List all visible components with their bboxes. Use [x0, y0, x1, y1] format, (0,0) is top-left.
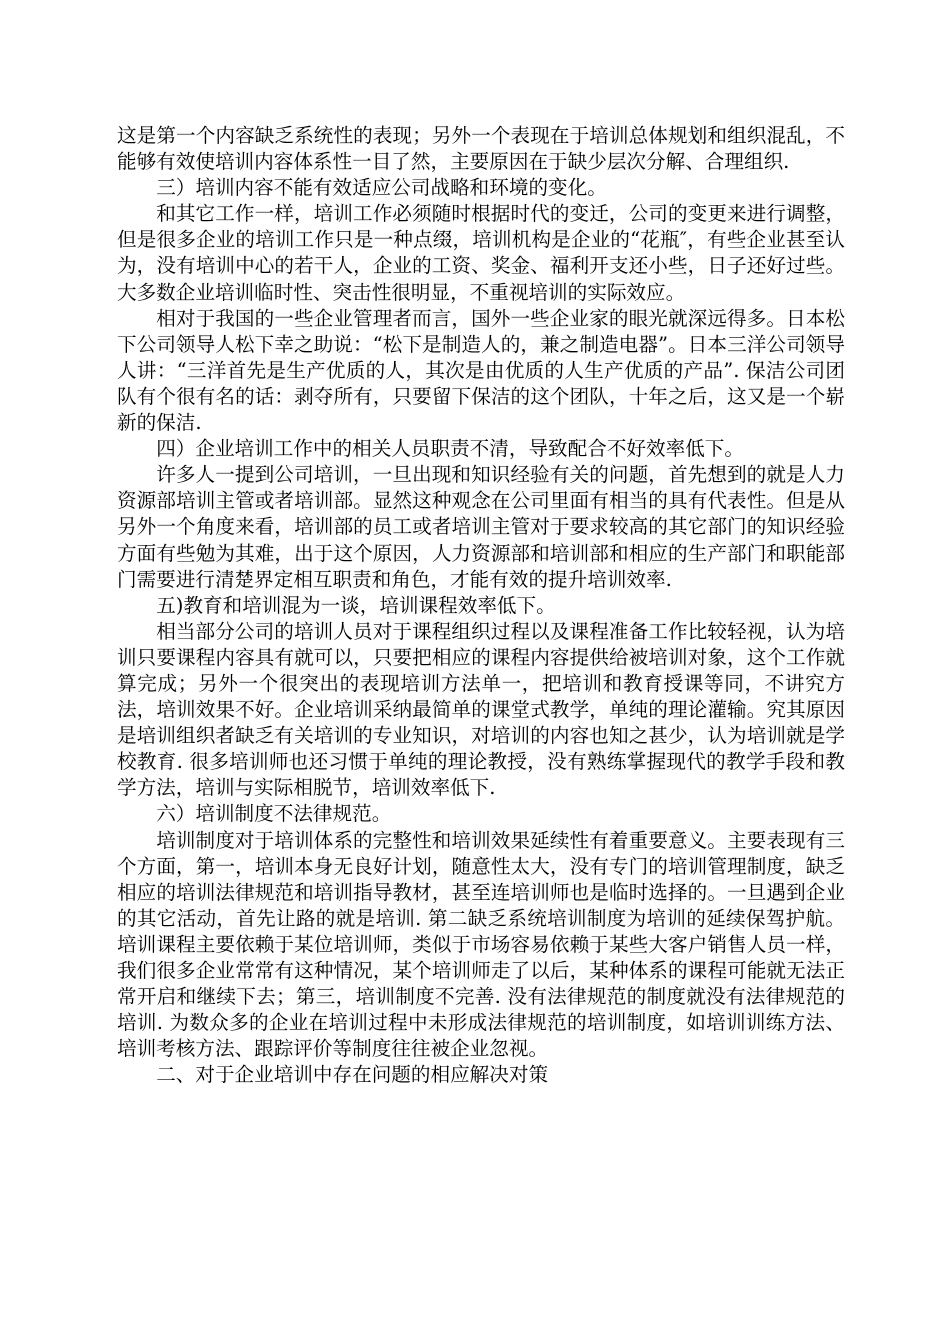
body-text: [117, 123, 845, 1088]
paragraph-section-4: 许多人一提到公司培训，一旦出现和知识经验有关的问题，首先想到的就是人力资源部培训主管或者培训部。显然这种观念在公司里面有相当的具有代表性。但是从另外一个角度来看，培训部的员工或者培训主管对于要求较高的其它部门的知识经验方面有些勉为其难，出于这个原因，人力资源部和培训部和相应的生产部门和职能部门需要进行清楚界定相互职责和角色，才能有效的提升培训效率.: [117, 463, 845, 591]
section-heading-2: 二、对于企业培训中存在问题的相应解决对策: [156, 1063, 549, 1087]
section-heading-4: 四）企业培训工作中的相关人员职责不清，导致配合不好效率低下。: [156, 437, 744, 461]
section-heading-5: 五)教育和培训混为一谈，培训课程效率低下。: [156, 593, 556, 617]
section-heading-6: 六）培训制度不法律规范。: [156, 802, 392, 826]
section-heading-3: 三）培训内容不能有效适应公司战略和环境的变化。: [156, 176, 607, 200]
paragraph-continuation: 这是第一个内容缺乏系统性的表现；另外一个表现在于培训总体规划和组织混乱，不能够有效使培训内容体系性一目了然，主要原因在于缺少层次分解、合理组织.: [117, 124, 845, 174]
paragraph-section-5: 相当部分公司的培训人员对于课程组织过程以及课程准备工作比较轻视，认为培训只要课程内容具有就可以，只要把相应的课程内容提供给被培训对象，这个工作就算完成；另外一个很突出的表现培训方法单一，把培训和教育授课等同，不讲究方法，培训效果不好。企业培训采纳最简单的课堂式教学，单纯的理论灌输。究其原因是培训组织者缺乏有关培训的专业知识，对培训的内容也知之甚少，认为培训就是学校教育. 很多培训师也还习惯于单纯的理论教授，没有熟练掌握现代的教学手段和教学方法，培训与实际相脱节，培训效率低下.: [117, 619, 845, 800]
paragraph-section-3: 和其它工作一样，培训工作必须随时根据时代的变迁，公司的变更来进行调整，但是很多企业的培训工作只是一种点缀，培训机构是企业的“花瓶″，有些企业甚至认为，没有培训中心的若干人，企业的工资、奖金、福利开支还小些，日子还好过些。大多数企业培训临时性、突击性很明显，不重视培训的实际效应。: [117, 202, 845, 304]
paragraph-section-3-quotes: 相对于我国的一些企业管理者而言，国外一些企业家的眼光就深远得多。日本松下公司领导人松下幸之助说：“松下是制造人的，兼之制造电器”。日本三洋公司领导人讲：“三洋首先是生产优质的人，其次是由优质的人生产优质的产品”. 保洁公司团队有个很有名的话：剥夺所有，只要留下保洁的这个团队，十年之后，这又是一个崭新的保洁.: [117, 306, 845, 435]
paragraph-section-6: 培训制度对于培训体系的完整性和培训效果延续性有着重要意义。主要表现有三个方面，第一，培训本身无良好计划，随意性太大，没有专门的培训管理制度，缺乏相应的培训法律规范和培训指导教材，甚至连培训师也是临时选择的。一旦遇到企业的其它活动，首先让路的就是培训. 第二缺乏系统培训制度为培训的延续保驾护航。培训课程主要依赖于某位培训师，类似于市场容易依赖于某些大客户销售人员一样，我们很多企业常常有这种情况，某个培训师走了以后，某种体系的课程可能就无法正常开启和继续下去；第三，培训制度不完善. 没有法律规范的制度就没有法律规范的培训. 为数众多的企业在培训过程中未形成法律规范的培训制度，如培训训练方法、培训考核方法、跟踪评价等制度往往被企业忽视。: [117, 828, 845, 1061]
